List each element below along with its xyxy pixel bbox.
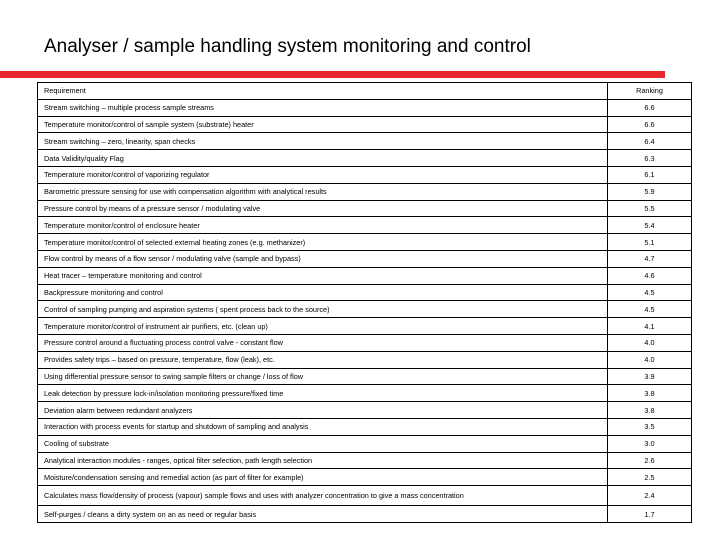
- ranking-cell: 5.1: [608, 234, 692, 251]
- ranking-cell: 3.8: [608, 385, 692, 402]
- ranking-cell: 4.5: [608, 284, 692, 301]
- requirement-cell: Stream switching – multiple process sample streams: [38, 99, 608, 116]
- table-row: [38, 166, 692, 183]
- table-row: [38, 418, 692, 435]
- header-requirement: Requirement: [38, 83, 608, 100]
- ranking-cell: 2.4: [608, 486, 692, 506]
- ranking-cell: 4.0: [608, 351, 692, 368]
- table-row: [38, 217, 692, 234]
- table-row: [38, 368, 692, 385]
- ranking-cell: 6.6: [608, 116, 692, 133]
- ranking-cell: 2.6: [608, 452, 692, 469]
- ranking-cell: 5.9: [608, 183, 692, 200]
- ranking-cell: 2.5: [608, 469, 692, 486]
- requirement-cell: Temperature monitor/control of enclosure heater: [38, 217, 608, 234]
- requirement-cell: Temperature monitor/control of sample system (substrate) heater: [38, 116, 608, 133]
- requirement-cell: Temperature monitor/control of selected external heating zones (e.g. methanizer): [38, 234, 608, 251]
- ranking-cell: 3.9: [608, 368, 692, 385]
- requirement-cell: Temperature monitor/control of instrument air purifiers, etc. (clean up): [38, 318, 608, 335]
- requirement-cell: Analytical interaction modules - ranges, optical filter selection, path length selection: [38, 452, 608, 469]
- table-row: [38, 486, 692, 506]
- requirement-cell: Barometric pressure sensing for use with compensation algorithm with analytical results: [38, 183, 608, 200]
- requirement-cell: Stream switching – zero, linearity, span checks: [38, 133, 608, 150]
- ranking-cell: 6.4: [608, 133, 692, 150]
- ranking-cell: 4.7: [608, 250, 692, 267]
- table-row: [38, 234, 692, 251]
- requirement-cell: Leak detection by pressure lock-in/isolation monitoring pressure/fixed time: [38, 385, 608, 402]
- requirement-cell: Deviation alarm between redundant analyzers: [38, 402, 608, 419]
- requirement-cell: Calculates mass flow/density of process (vapour) sample flows and uses with analyzer concentration to give a mass concentration: [38, 486, 608, 506]
- requirement-cell: Data Validity/quality Flag: [38, 150, 608, 167]
- requirement-cell: Temperature monitor/control of vaporizing regulator: [38, 166, 608, 183]
- table-row: [38, 318, 692, 335]
- header-ranking: Ranking: [608, 83, 692, 100]
- table-row: [38, 385, 692, 402]
- table-row: [38, 435, 692, 452]
- ranking-cell: 4.1: [608, 318, 692, 335]
- table-row: [38, 200, 692, 217]
- requirements-table: [37, 82, 692, 523]
- requirement-cell: Using differential pressure sensor to swing sample filters or change / loss of flow: [38, 368, 608, 385]
- requirement-cell: Control of sampling pumping and aspiration systems ( spent process back to the source): [38, 301, 608, 318]
- ranking-cell: 6.3: [608, 150, 692, 167]
- requirement-cell: Flow control by means of a flow sensor / modulating valve (sample and bypass): [38, 250, 608, 267]
- requirement-cell: Backpressure monitoring and control: [38, 284, 608, 301]
- ranking-cell: 4.5: [608, 301, 692, 318]
- table-row: [38, 506, 692, 523]
- table-row: [38, 183, 692, 200]
- table-row: [38, 301, 692, 318]
- table-row: [38, 150, 692, 167]
- table-row: [38, 116, 692, 133]
- requirement-cell: Self-purges / cleans a dirty system on an as need or regular basis: [38, 506, 608, 523]
- table-row: [38, 267, 692, 284]
- table-row: [38, 133, 692, 150]
- ranking-cell: 3.5: [608, 418, 692, 435]
- ranking-cell: 1.7: [608, 506, 692, 523]
- ranking-cell: 6.1: [608, 166, 692, 183]
- ranking-cell: 3.8: [608, 402, 692, 419]
- ranking-cell: 4.0: [608, 334, 692, 351]
- requirement-cell: Interaction with process events for startup and shutdown of sampling and analysis: [38, 418, 608, 435]
- table-header-row: [38, 83, 692, 100]
- requirement-cell: Cooling of substrate: [38, 435, 608, 452]
- accent-divider: [0, 71, 665, 78]
- ranking-cell: 4.6: [608, 267, 692, 284]
- table-row: [38, 250, 692, 267]
- table-row: [38, 402, 692, 419]
- table-row: [38, 284, 692, 301]
- requirement-cell: Pressure control by means of a pressure sensor / modulating valve: [38, 200, 608, 217]
- table-row: [38, 469, 692, 486]
- requirement-cell: Provides safety trips – based on pressure, temperature, flow (leak), etc.: [38, 351, 608, 368]
- table-row: [38, 351, 692, 368]
- table-row: [38, 334, 692, 351]
- table-row: [38, 99, 692, 116]
- ranking-cell: 5.5: [608, 200, 692, 217]
- requirement-cell: Pressure control around a fluctuating process control valve - constant flow: [38, 334, 608, 351]
- requirement-cell: Heat tracer – temperature monitoring and control: [38, 267, 608, 284]
- ranking-cell: 5.4: [608, 217, 692, 234]
- page-title: Analyser / sample handling system monitoring and control: [44, 36, 531, 57]
- table-row: [38, 452, 692, 469]
- requirement-cell: Moisture/condensation sensing and remedial action (as part of filter for example): [38, 469, 608, 486]
- ranking-cell: 6.6: [608, 99, 692, 116]
- ranking-cell: 3.0: [608, 435, 692, 452]
